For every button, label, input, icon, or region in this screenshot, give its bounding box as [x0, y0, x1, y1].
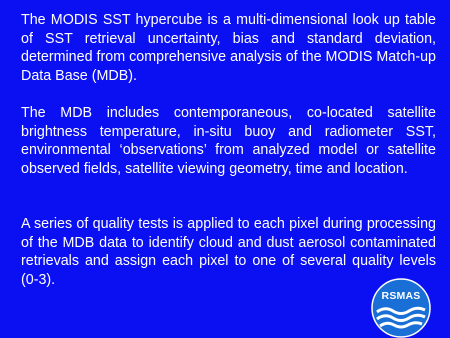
- paragraph-hypercube: The MODIS SST hypercube is a multi-dimensional look up table of SST retrieval uncertainty, bias and standard deviation, determined from comprehensive analysis of the MODIS Match-up Data Base (MDB).: [21, 12, 436, 85]
- logo-text: RSMAS: [381, 290, 421, 302]
- paragraph-quality-tests: A series of quality tests is applied to each pixel during processing of the MDB data to identify cloud and dust aerosol contaminated retrievals and assign each pixel to one of several quality levels (0-3).: [21, 216, 436, 289]
- paragraph-mdb: The MDB includes contemporaneous, co-located satellite brightness temperature, in-situ buoy and radiometer SST, environmental ‘observations’ from analyzed model or satellite observed fields, satellite viewing geometry, time and location.: [21, 105, 436, 178]
- rsmas-wave-logo-icon: [371, 278, 431, 338]
- rsmas-logo: [371, 278, 431, 338]
